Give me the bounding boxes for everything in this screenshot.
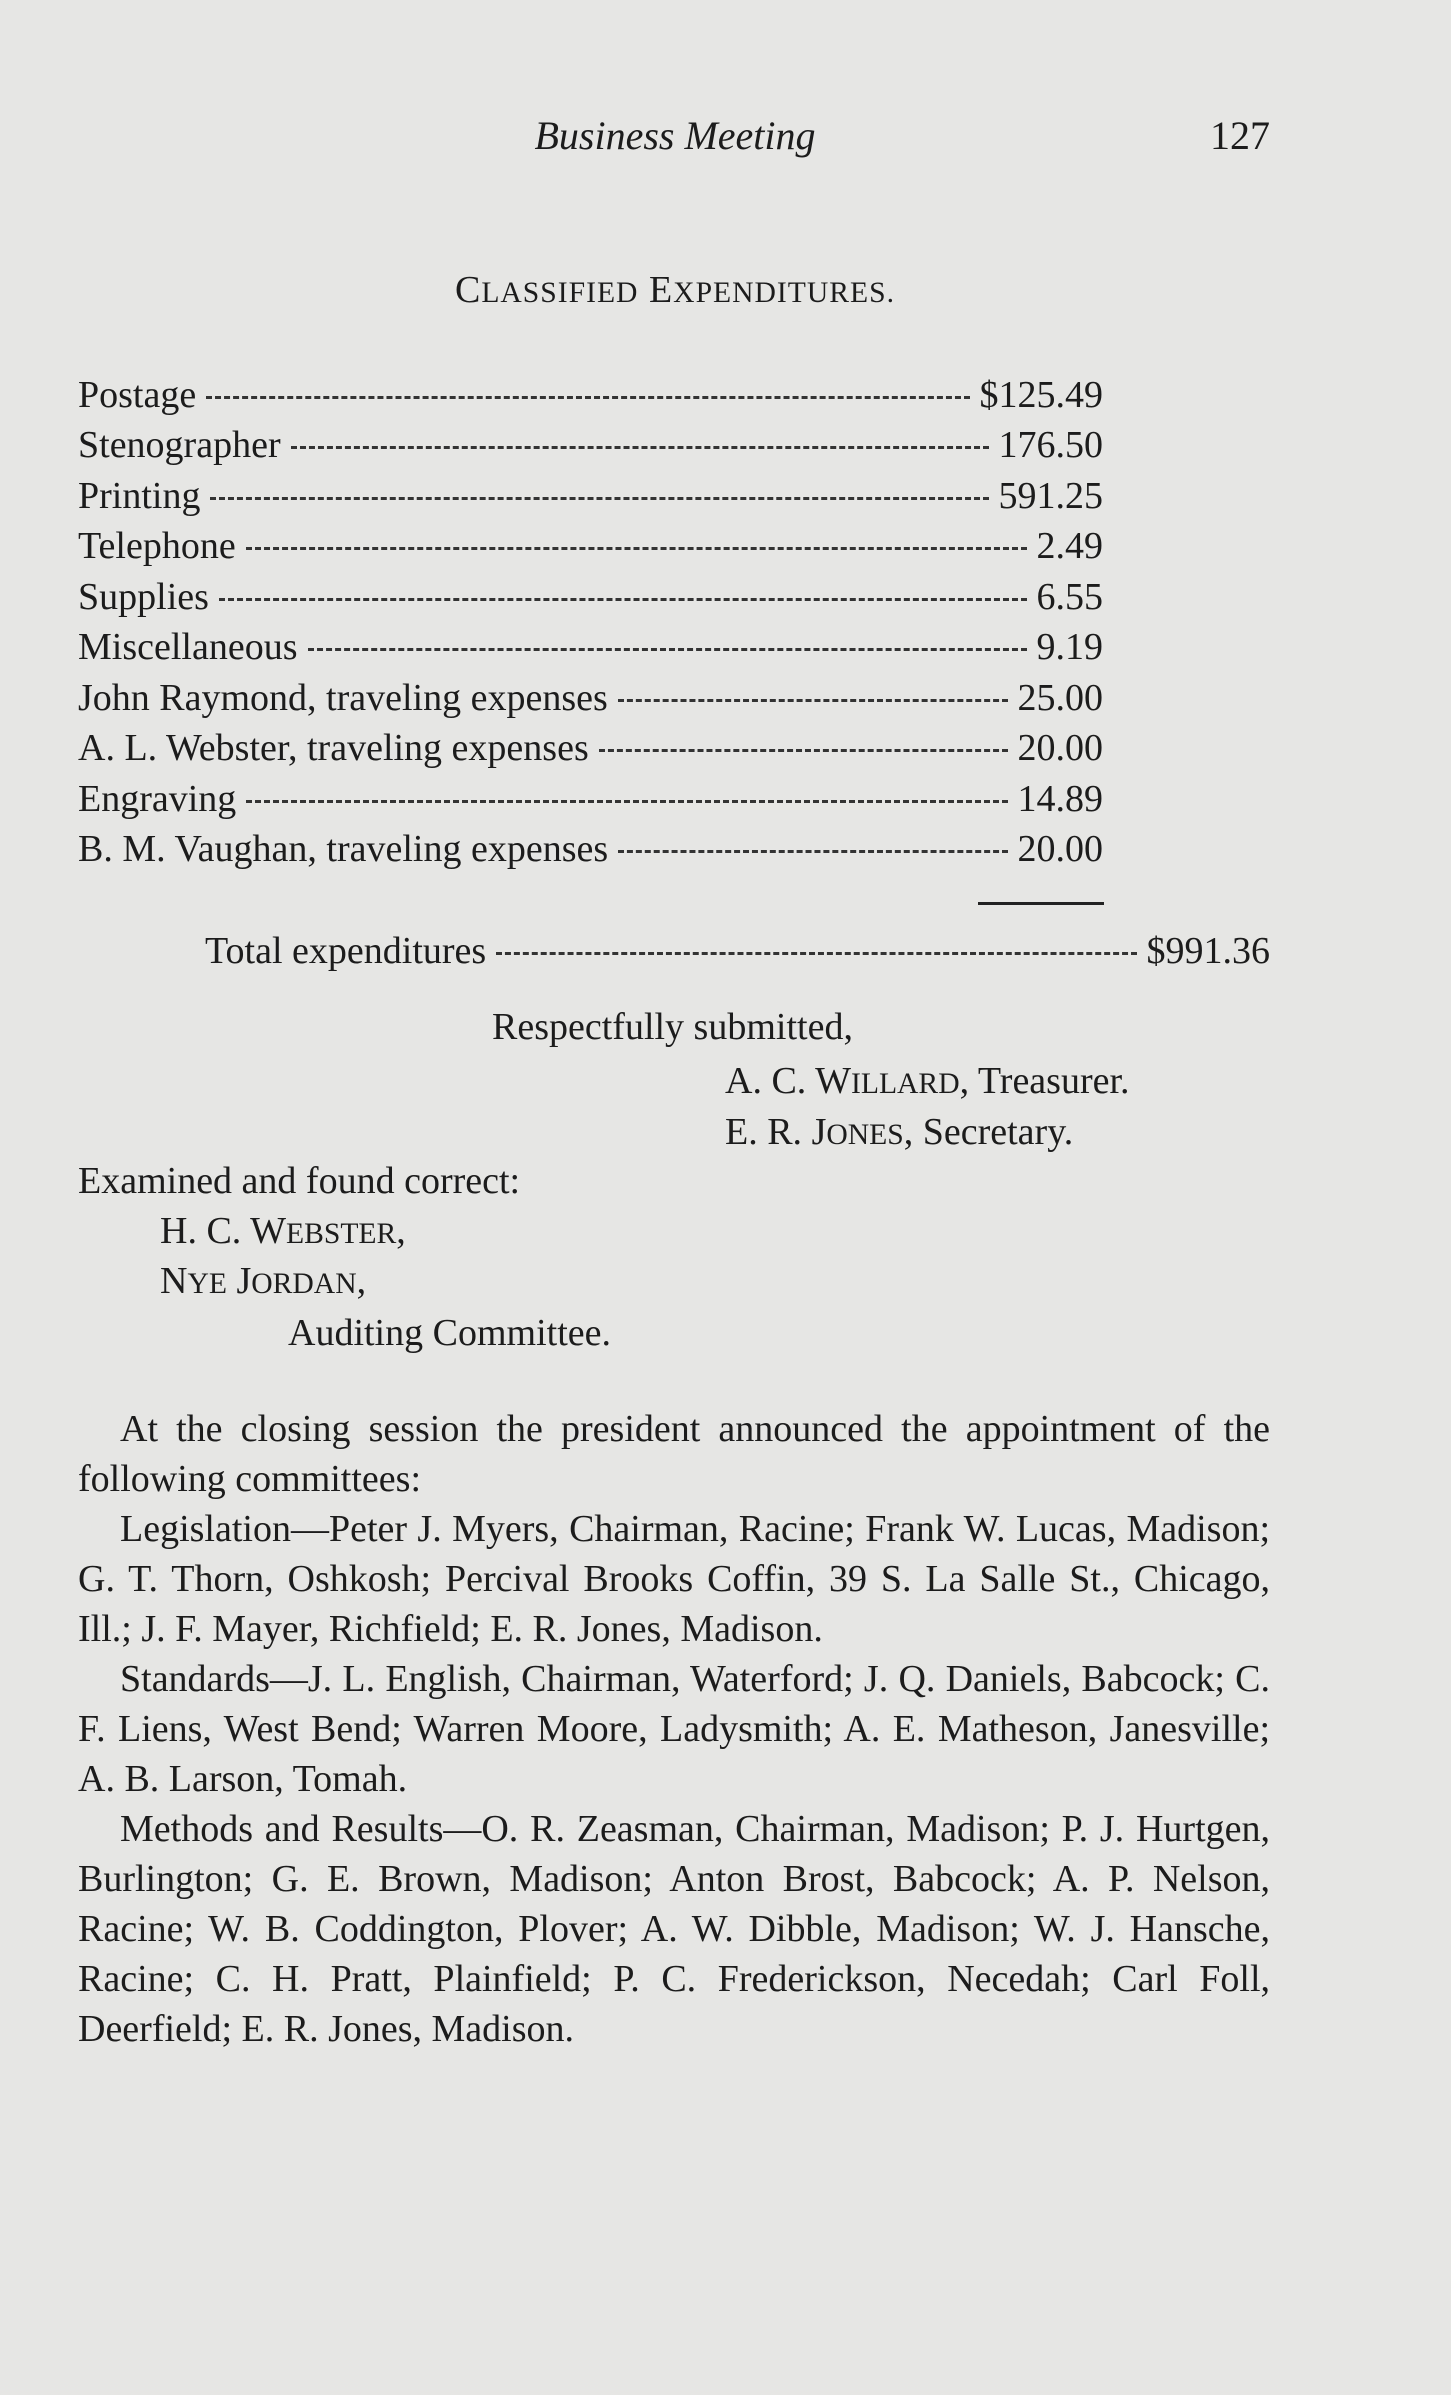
audit-intro: Examined and found correct: bbox=[78, 1160, 521, 1202]
expenditure-label: Telephone bbox=[78, 525, 236, 567]
dot-leader bbox=[219, 598, 1027, 601]
expenditure-row bbox=[78, 572, 1103, 622]
expenditure-label: Supplies bbox=[78, 576, 209, 618]
expenditure-amount: 9.19 bbox=[1036, 626, 1103, 668]
expenditure-label: A. L. Webster, traveling expenses bbox=[78, 727, 589, 769]
expenditure-amount: 20.00 bbox=[1017, 828, 1103, 870]
expenditure-row bbox=[78, 673, 1103, 723]
dot-leader bbox=[599, 749, 1008, 752]
expenditure-label: Printing bbox=[78, 475, 201, 517]
dot-leader bbox=[291, 446, 989, 449]
running-header-title: Business Meeting bbox=[534, 113, 816, 158]
sum-rule bbox=[978, 902, 1104, 905]
methods-results-committee: Methods and Results—O. R. Zeasman, Chairman, Madison; P. J. Hurtgen, Burlington; G. E. Brown, Madison; Anton Brost, Babcock; A. P. Nelson, Racine; W. B. Coddington, Plover; A. W. Dibble, Madison; W. J. Hansche, Racine; C. H. Pratt, Plainfield; P. C. Frederickson, Necedah; Carl Foll, Deerfield; E. R. Jones, Madison. bbox=[78, 1808, 1270, 2050]
expenditure-row bbox=[78, 521, 1103, 571]
closing-line: Respectfully submitted, bbox=[492, 1006, 853, 1048]
secretary-signature: E. R. JONES, Secretary. bbox=[725, 1111, 1074, 1153]
standards-committee: Standards—J. L. English, Chairman, Waterford; J. Q. Daniels, Babcock; C. F. Liens, West Bend; Warren Moore, Ladysmith; A. E. Matheson, Janesville; A. B. Larson, Tomah. bbox=[78, 1658, 1270, 1800]
expenditure-row bbox=[78, 723, 1103, 773]
dot-leader bbox=[206, 396, 969, 399]
legislation-committee: Legislation—Peter J. Myers, Chairman, Racine; Frank W. Lucas, Madison; G. T. Thorn, Oshkosh; Percival Brooks Coffin, 39 S. La Salle St., Chicago, Ill.; J. F. Mayer, Richfield; E. R. Jones, Madison. bbox=[78, 1508, 1270, 1650]
committee-appointments bbox=[78, 1404, 1270, 2054]
expenditure-row bbox=[78, 471, 1103, 521]
expenditure-row bbox=[78, 420, 1103, 470]
expenditure-label: Miscellaneous bbox=[78, 626, 298, 668]
dot-leader bbox=[496, 952, 1136, 955]
auditor-webster: H. C. WEBSTER, bbox=[160, 1210, 406, 1252]
dot-leader bbox=[308, 648, 1027, 651]
expenditure-label: Postage bbox=[78, 374, 197, 416]
expenditure-row bbox=[78, 370, 1103, 420]
dot-leader bbox=[246, 547, 1027, 550]
auditor-jordan: NYE JORDAN, bbox=[160, 1260, 367, 1302]
dot-leader bbox=[246, 800, 1007, 803]
page-number: 127 bbox=[1210, 113, 1270, 158]
expenditure-row bbox=[78, 824, 1103, 874]
dot-leader bbox=[618, 850, 1007, 853]
expenditure-amount: 176.50 bbox=[998, 424, 1103, 466]
expenditure-row bbox=[78, 774, 1103, 824]
total-row bbox=[205, 926, 1270, 976]
treasurer-signature: A. C. WILLARD, Treasurer. bbox=[725, 1060, 1130, 1102]
expenditure-amount: 14.89 bbox=[1017, 778, 1103, 820]
expenditure-label: John Raymond, traveling expenses bbox=[78, 677, 608, 719]
dot-leader bbox=[618, 699, 1008, 702]
total-amount: $991.36 bbox=[1146, 930, 1270, 972]
expenditure-amount: 591.25 bbox=[998, 475, 1103, 517]
dot-leader bbox=[210, 497, 988, 500]
expenditure-label: Engraving bbox=[78, 778, 237, 820]
section-title: CLASSIFIED EXPENDITURES. bbox=[454, 269, 896, 311]
appointments-intro: At the closing session the president announced the appointment of the following committees: bbox=[78, 1408, 1270, 1500]
expenditure-amount: $125.49 bbox=[979, 374, 1103, 416]
total-label: Total expenditures bbox=[205, 930, 487, 972]
expenditure-amount: 20.00 bbox=[1017, 727, 1103, 769]
expenditure-amount: 2.49 bbox=[1036, 525, 1103, 567]
expenditure-amount: 6.55 bbox=[1036, 576, 1103, 618]
expenditure-label: Stenographer bbox=[78, 424, 281, 466]
auditing-committee-label: Auditing Committee. bbox=[288, 1312, 611, 1354]
expenditure-amount: 25.00 bbox=[1017, 677, 1103, 719]
expenditure-label: B. M. Vaughan, traveling expenses bbox=[78, 828, 609, 870]
expenditure-row bbox=[78, 622, 1103, 672]
